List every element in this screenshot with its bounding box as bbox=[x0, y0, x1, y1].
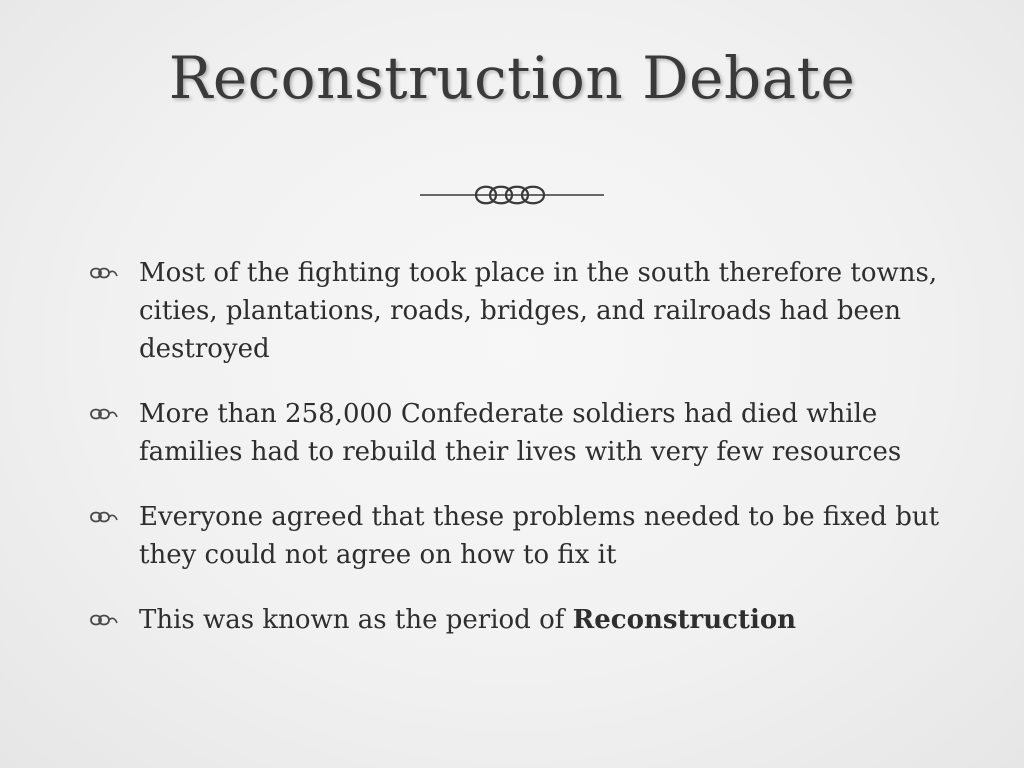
bullet-item bbox=[88, 254, 958, 368]
double-loop-bullet-icon bbox=[88, 262, 120, 284]
bullet-text: This was known as the period of bbox=[139, 605, 573, 635]
bullet-text: Everyone agreed that these problems needed to be fixed but they could not agree on how to fix it bbox=[139, 502, 940, 570]
double-loop-bullet-icon bbox=[88, 609, 120, 631]
double-loop-bullet-icon bbox=[88, 403, 120, 425]
bullet-list bbox=[88, 254, 958, 666]
scroll-flourish-icon bbox=[420, 180, 604, 210]
bullet-item bbox=[88, 395, 958, 471]
bullet-text: More than 258,000 Confederate soldiers had died while families had to rebuild their lives with very few resources bbox=[139, 399, 902, 467]
double-loop-bullet-icon bbox=[88, 506, 120, 528]
slide-title: Reconstruction Debate bbox=[168, 44, 856, 112]
bullet-text: Most of the fighting took place in the south therefore towns, cities, plantations, roads, bridges, and railroads had been destroyed bbox=[139, 258, 938, 364]
bullet-bold-term: Reconstruction bbox=[572, 605, 797, 635]
bullet-item bbox=[88, 498, 958, 574]
bullet-item bbox=[88, 601, 958, 639]
